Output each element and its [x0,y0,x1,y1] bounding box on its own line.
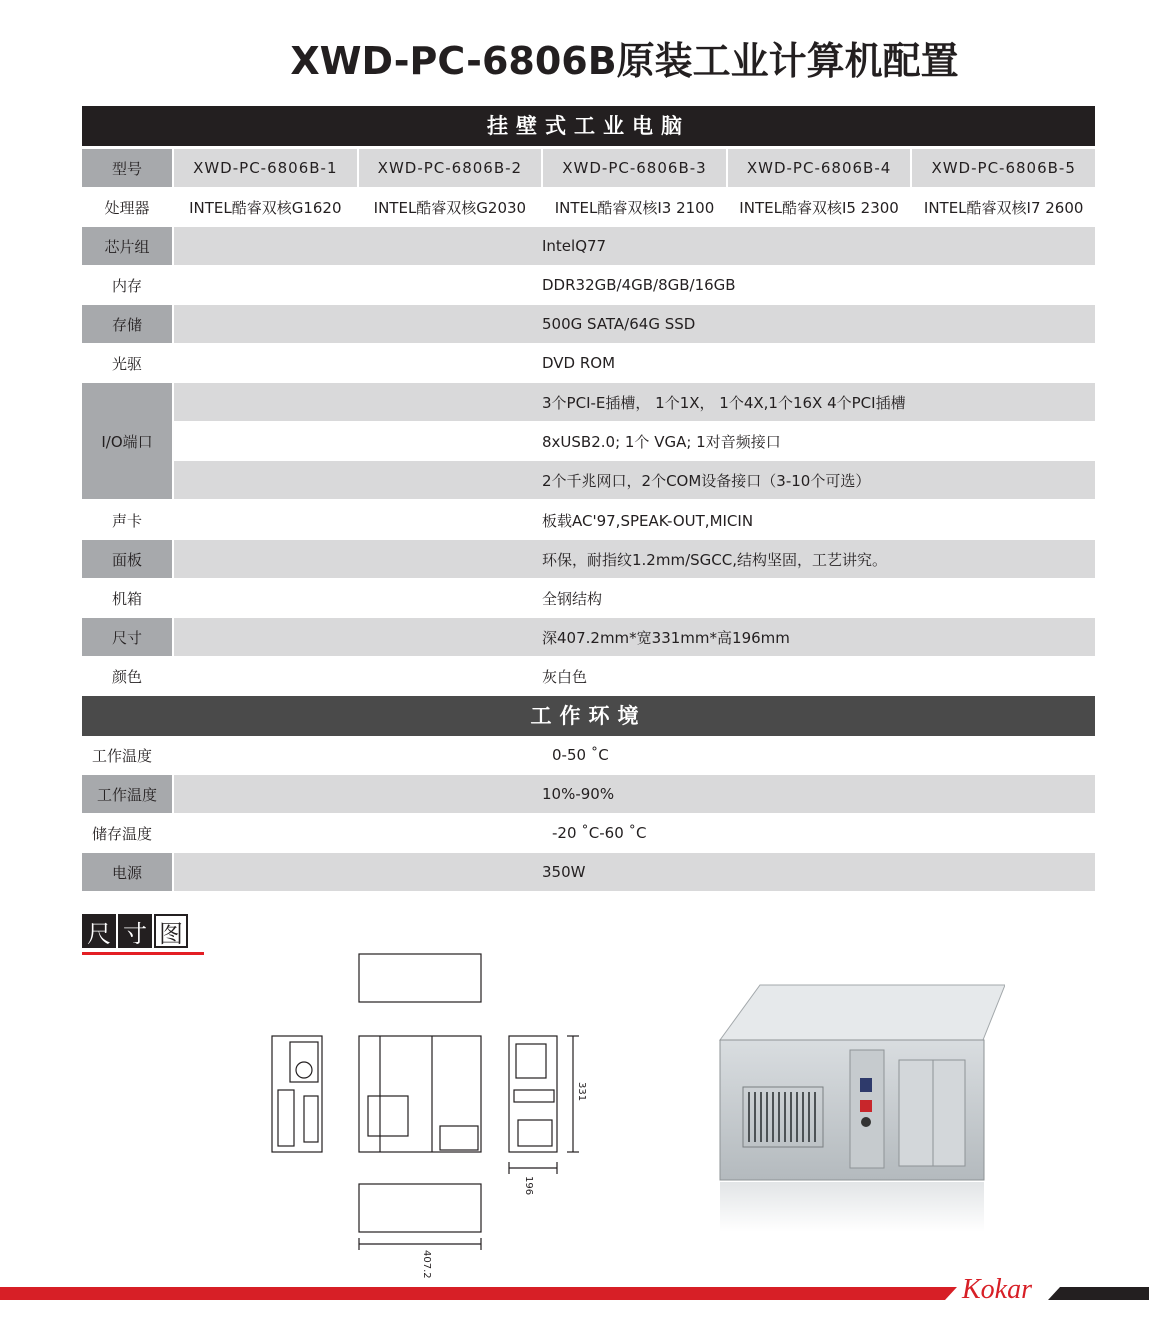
memory-value: DDR32GB/4GB/8GB/16GB [542,276,736,294]
model-cell: XWD-PC-6806B-2 [359,149,542,187]
page-title: XWD-PC-6806B原装工业计算机配置 [290,39,959,83]
storage-row [82,305,1095,343]
model-cell: XWD-PC-6806B-4 [728,149,911,187]
sound-label: 声卡 [111,511,142,530]
color-label: 颜色 [111,667,142,686]
dimension-title-underline [82,952,204,955]
footer-dark-bar [1060,1287,1149,1300]
io-line: 3个PCI-E插槽， 1个1X， 1个4X,1个16X 4个PCI插槽 [174,383,1095,421]
env-label: 工作温度 [82,775,172,813]
io-label: I/O端口 [82,383,172,499]
dimension-title-char: 尺 [82,914,116,948]
chipset-label: 芯片组 [82,227,172,265]
dimension-drawings [260,950,600,1280]
chassis-row [82,579,1095,617]
dimension-title-char: 寸 [118,914,152,948]
storage-label: 存储 [82,305,172,343]
spec-table [82,106,1095,892]
io-line: 2个千兆网口，2个COM设备接口（3-10个可选） [174,461,1095,499]
optical-label: 光驱 [111,354,142,373]
cpu-cell: INTEL酷睿双核I3 2100 [554,198,715,217]
panel-row [82,540,1095,578]
cpu-cell: INTEL酷睿双核G1620 [189,198,342,217]
io-row [82,383,1095,500]
cpu-cell: INTEL酷睿双核I5 2300 [739,198,899,217]
brand-logo: Kokar [962,1274,1032,1305]
bottom-view [359,1184,481,1232]
cpu-cell: INTEL酷睿双核I7 2600 [923,198,1084,217]
memory-label: 内存 [111,276,142,295]
model-label: 型号 [82,149,172,187]
size-label: 尺寸 [82,618,172,656]
dimension-drawing-title [82,914,190,948]
model-cell: XWD-PC-6806B-1 [174,149,357,187]
chipset-row [82,227,1095,265]
env-value: 0-50 ˚C [552,746,609,764]
env-row [82,775,1095,813]
section-header-computer: 挂壁式工业电脑 [82,106,1095,146]
dim-depth: 407.2 [421,1250,432,1279]
env-value: 10%-90% [174,775,1095,813]
top-view [359,954,481,1002]
chassis-label: 机箱 [111,589,142,608]
front-view [272,1036,322,1152]
dim-height: 196 [523,1176,534,1196]
color-value: 灰白色 [542,667,588,686]
dimension-title-char: 图 [154,914,188,948]
io-line: 8xUSB2.0; 1个 VGA; 1对音频接口 [542,432,781,451]
cpu-cell: INTEL酷睿双核G2030 [373,198,527,217]
env-row [82,814,1095,852]
panel-label: 面板 [82,540,172,578]
model-cell: XWD-PC-6806B-3 [543,149,726,187]
env-row [82,736,1095,774]
env-value: -20 ˚C-60 ˚C [552,824,647,842]
size-value: 深407.2mm*宽331mm*高196mm [174,618,1095,656]
optical-row [82,344,1095,382]
sound-value: 板载AC'97,SPEAK-OUT,MICIN [542,511,754,530]
size-row [82,618,1095,656]
env-value: 350W [174,853,1095,891]
env-label: 储存温度 [92,824,153,843]
storage-value: 500G SATA/64G SSD [174,305,1095,343]
env-label: 工作温度 [92,746,153,765]
env-label: 电源 [82,853,172,891]
chassis-value: 全钢结构 [542,589,603,608]
cpu-row [82,188,1095,226]
memory-row [82,266,1095,304]
chipset-value: IntelQ77 [174,227,1095,265]
cpu-label: 处理器 [104,198,150,217]
side-view [359,1036,481,1152]
color-row [82,657,1095,695]
optical-value: DVD ROM [542,354,616,372]
panel-value: 环保，耐指纹1.2mm/SGCC,结构坚固，工艺讲究。 [174,540,1095,578]
model-row [82,149,1095,187]
model-cell: XWD-PC-6806B-5 [912,149,1095,187]
product-photo [715,982,1005,1242]
dim-width: 331 [576,1082,587,1102]
footer-red-bar [0,1287,945,1300]
sound-row [82,501,1095,539]
env-row [82,853,1095,891]
section-header-environment: 工作环境 [82,696,1095,736]
